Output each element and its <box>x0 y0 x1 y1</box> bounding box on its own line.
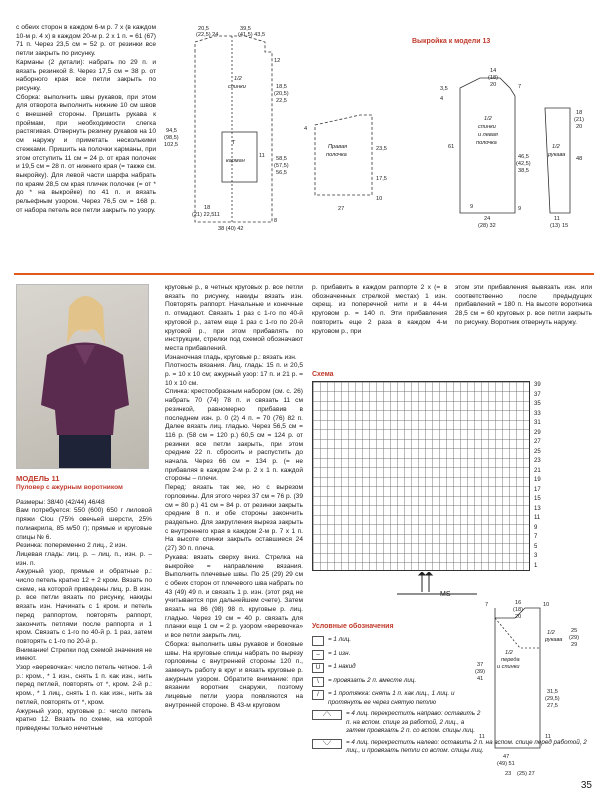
row-number: 1 <box>534 562 538 569</box>
back-schematic-diagram <box>160 22 300 237</box>
diagram-label: 48 <box>576 156 583 162</box>
diagram-label: 39,5 <box>240 26 251 32</box>
row-number: 35 <box>534 401 541 407</box>
diagram-label: 61 <box>448 144 455 150</box>
legend-text: = 1 протяжка: снять 1 п. как лиц., 1 лиц. и протянуть ее через снятую петлю <box>328 690 455 706</box>
diagram-label: (29,5) <box>545 696 560 702</box>
model-figure-icon <box>17 285 149 469</box>
legend-item <box>312 677 482 687</box>
diagram-label: 8 <box>274 218 278 224</box>
diagram-label: (42,5) <box>516 161 531 167</box>
paragraph: Спинка: крестообразным набором (см. с. 26) набрать 70 (74) 78 п. и связать 11 см резинкой, равномерно прибавив в последнем изн. р. 0 (2) 4 п. = 70 (76) 82 п. Далее вязать лиц. гладью. Через 56,5 см = 116 р. (58 см = 120 р.) 60,5 см = 124 р. от резинки все петли закрыть, при этом средние 22 п. сбросить и распустить до начала. Через 66 см = 134 р. (= не прибавляя в каждом 2-м р. 2 х 1 п. каждой стороны – плечи. <box>165 388 303 483</box>
legend-text: = провязать 2 п. вместе лиц. <box>328 676 417 684</box>
diagram-label: (41,5) 43,5 <box>238 32 266 38</box>
diagram-label: спинки <box>478 124 496 130</box>
diagram-label: (18) <box>488 75 498 81</box>
diagram-label: 102,5 <box>164 142 178 148</box>
diagram-label: (28) 32 <box>478 223 496 228</box>
legend-item <box>312 650 482 660</box>
paragraph: этом эти прибавления вывязать изн. или соответственно после предыдущих прибавлений = 180 п. На высоте воротника 28,5 см = 60 круговых р. все петли закрыть по рисунку. Воротник отвернуть наружу. <box>455 284 592 326</box>
diagram-label: (49) 51 <box>497 761 515 767</box>
diagram-label: (98,5) <box>164 135 179 141</box>
diagram-label: 27 <box>338 206 345 212</box>
diagram-label: 38,5 <box>518 168 529 174</box>
diagram-label: (25) 27 <box>517 771 535 777</box>
legend-text: = 1 накид <box>328 663 356 671</box>
diagram-label: 16 <box>515 600 522 606</box>
diagram-label: 20 <box>576 124 583 130</box>
diagram-label: 23 <box>505 771 512 777</box>
diagram-label: 7 <box>518 84 522 90</box>
legend-item <box>312 690 482 707</box>
diagram-label: (21) <box>574 117 584 123</box>
diagram-label: 20,5 <box>198 26 209 32</box>
diagram-label: (18) <box>513 607 523 613</box>
row-number: 29 <box>534 429 541 436</box>
diagram-label: 23,5 <box>376 146 387 152</box>
legend-item <box>312 663 482 673</box>
diagram-label: 9 <box>470 204 474 210</box>
diagram-label: 11 <box>259 153 265 159</box>
diagram-label: и спинки <box>497 664 520 670</box>
diagram-label: 29 <box>571 642 578 648</box>
diagram-label: 1/2 <box>484 116 492 122</box>
row-number: 5 <box>534 543 538 550</box>
diagram-label: 3,5 <box>440 86 448 92</box>
diagram-label: 10 <box>543 602 550 608</box>
diagram-label: 18 <box>204 205 211 211</box>
diagram-label: 11 <box>214 212 220 218</box>
diagram-label: 58,5 <box>276 156 287 162</box>
model-photo <box>16 284 149 469</box>
diagram-label: полочка <box>326 152 347 158</box>
paragraph: с обеих сторон в каждом 6-м р. 7 х (в каждом 10-м р. 4 х) в каждом 20-м р. 2 х 1 п. = 61 (67) 71 п. Через 23,5 см = 52 р. от резинки все петли закрыть по рисунку. <box>16 24 156 58</box>
legend-text: = 1 изн. <box>328 649 351 657</box>
legend-text: = 1 лиц. <box>328 636 352 644</box>
cable-left-icon: ⟍⟋ <box>312 739 342 749</box>
row-number: 7 <box>534 534 538 540</box>
right-text-column <box>455 284 592 328</box>
diagram-label: 18 <box>576 110 583 116</box>
front-schematic-diagram <box>300 100 400 240</box>
diagram-label: Правая <box>328 144 348 150</box>
diagram-label: 1/2 <box>234 76 242 82</box>
paragraph: Ажурный узор, круговые р.: число петель кратно 12. Вязать по схеме, на которой приведены только нечетные <box>16 707 152 732</box>
diagram-label: 41 <box>477 676 484 682</box>
second-text-column <box>312 284 447 336</box>
diagram-label: 22,5 <box>276 98 287 104</box>
diagram-label: 94,5 <box>166 128 177 134</box>
diagram-label: (13) <box>550 223 560 228</box>
diagram-label: спинки <box>228 84 246 90</box>
diagram-label: 11 <box>545 734 551 740</box>
diagram-label: (29) <box>569 635 579 641</box>
top-left-text-column <box>16 24 156 215</box>
paragraph: Лицевая гладь: лиц. р. – лиц. п., изн. р. – изн. п. <box>16 550 152 567</box>
diagram-label: переда <box>501 657 520 663</box>
paragraph: Плотность вязания. Лиц. гладь: 15 п. и 20,5 р. = 10 х 10 см; ажурный узор: 17 п. и 21 р. = 10 х 10 см. <box>165 362 303 387</box>
diagram-label: 14 <box>490 68 497 74</box>
scheme-title: Схема <box>312 371 334 378</box>
diagram-label: 1/2 <box>547 630 555 636</box>
paragraph: Карманы (2 детали): набрать по 29 п. и вязать резинкой 8. Через 17,5 см = 38 р. от наборного края все петли закрыть по рисунку. <box>16 58 156 92</box>
diagram-label: 31,5 <box>547 689 558 695</box>
diagram-label: 47 <box>503 754 510 760</box>
scheme-grid <box>312 381 530 571</box>
paragraph: Рукава: вязать сверху вниз. Стрелка на выкройке = направление вязания. Выполнить плечевые швы. По 25 (29) 29 см с обеих сторон от плечевого шва набрать по 43 (49) 49 п. и связать 1 р. изн. (этот ряд не учитывается при дальнейшем счете). Затем вязать на 86 (98) 98 п. круговые р. лиц. гладью. Через 19 см = 40 р. связать для планки еще 1 см = 2 р. узором «веревочка» и все петли закрыть лиц. <box>165 553 303 640</box>
diagram-label: 46,5 <box>518 154 529 160</box>
legend-text: = 4 лиц. перекрестить налево: оставить 2 п. на вспом. спице перед работой, 2 лиц., и провязать петли со вспом. спицы лиц. <box>346 738 587 755</box>
diagram-label: 27,5 <box>547 703 558 709</box>
paragraph: Сборка: выполнить швы рукавов и боковые швы. На круговые спицы набрать по вырезу горловины с внутренней стороны 120 п., замкнуть работу в круг и вязать круговые р. ажурным узором. Обратите внимание: при вязании воротник снаружи, поэтому лицевые петли узора появляются на внутренней стороне. В 43-м круговом <box>165 640 303 709</box>
pattern11-diagram <box>465 598 595 778</box>
model11-text-column <box>16 474 152 734</box>
model-title: МОДЕЛЬ 11 <box>16 474 60 483</box>
diagram-label: 15 <box>562 223 569 228</box>
paragraph: Размеры: 38/40 (42/44) 46/48 <box>16 498 105 506</box>
diagram-label: рукава <box>545 637 563 643</box>
diagram-label: 37 <box>477 662 484 668</box>
section-divider <box>14 273 594 275</box>
diagram-label: и левая <box>478 132 498 138</box>
diagram-label: 11 <box>554 216 560 222</box>
legend-item <box>312 710 482 735</box>
row-number: 3 <box>534 553 538 559</box>
cable-right-icon: ⟋⟍ <box>312 710 342 720</box>
row-number: 27 <box>534 439 541 445</box>
legend-text: = 4 лиц. перекрестить направо: оставить 2 п. на вспом. спице за работой, 2 лиц., а затем провязать 2 п. со вспом. спицы лиц. <box>346 710 481 734</box>
diagram-label: 20 <box>515 614 522 620</box>
diagram-label: 25 <box>571 628 578 634</box>
pattern13-title: Выкройка к модели 13 <box>412 38 491 45</box>
diagram-label: 12 <box>274 58 281 64</box>
paragraph: Внимание! Стрелки под схемой значения не имеют. <box>16 646 152 663</box>
paragraph: р. прибавить в каждом раппорте 2 х (= в обозначенных стрелкой местах) 1 изн. скрещ. из поперечной нити и в 44-м круговом р. = 140 п. Эти прибавления повторить еще 2 раза в каждом 4-м круговом р., при <box>312 284 447 335</box>
diagram-label: (22,5) 24 <box>196 32 219 38</box>
legend-item <box>312 636 482 646</box>
paragraph: Резинка: попеременно 2 лиц., 2 изн. <box>16 542 128 550</box>
diagram-label: 7 <box>485 602 489 608</box>
diagram-label: 17,5 <box>376 176 387 182</box>
purl-icon: – <box>312 650 324 660</box>
paragraph: Сборка: выполнить швы рукавов, при этом для отворота выполнить нижние 10 см швов с внешней стороны. Пришить рукава к проймам, при необходимости слегка растягивая. Отвернуть резинку рукавов на 10 см наружу и приметать несколькими стежками. Пришить на полочки карманы, при этом отступить 11 см = 24 р. от края полочек и 19,5 см = 28 п. от нижнего края (= также см. выкройку). Для левой части шарфа набрать по краям 28,5 см края пличек полочек (= от * до * на выкройке) по 41 п. и вязать рельефным узором. Через 76,5 см = 168 р. от набора петель все петли закрыть по узору. <box>16 93 156 214</box>
diagram-label: 11 <box>479 734 485 740</box>
row-number: 31 <box>534 420 541 426</box>
pattern13-diagram <box>410 48 595 228</box>
diagram-label: (39) <box>475 669 485 675</box>
row-number: 25 <box>534 448 541 455</box>
diagram-label: 4 <box>440 96 444 102</box>
diagram-label: (20,5) <box>274 91 289 97</box>
model-subtitle: Пуловер с ажурным воротником <box>16 484 123 492</box>
paragraph: Изнаночная гладь, круговые р.: вязать изн. <box>165 353 297 361</box>
row-number: 11 <box>534 515 541 521</box>
diagram-label: рукава <box>548 152 566 158</box>
row-number: 23 <box>534 458 541 464</box>
diagram-label: полочка <box>476 140 497 146</box>
diagram-label: 56,5 <box>276 170 287 176</box>
paragraph: Ажурный узор, прямые и обратные р.: число петель кратно 12 + 2 кром. Вязать по схеме, на которой приведены лиц. р. В изн. р. все петли вязать по рисунку, накиды вязать изн. Начинать с 1 кром. и петель перед раппортом, повторять раппорт, закончить петлями после раппорта и 1 кром. Связать с 1-го по 40-й р. 1 раз, затем повторять с 1-го по 20-й р. <box>16 568 152 645</box>
row-number: 19 <box>534 477 541 483</box>
repeat-label: MS <box>440 591 451 598</box>
row-number: 21 <box>534 467 541 474</box>
row-number: 15 <box>534 496 541 502</box>
legend-title: Условные обозначения <box>312 623 394 630</box>
page-number: 35 <box>580 779 592 791</box>
diagram-label: (21) 22,5 <box>192 212 215 218</box>
middle-text-column <box>165 284 303 710</box>
row-number: 33 <box>534 410 541 417</box>
diagram-label: 9 <box>518 206 522 212</box>
knit-icon <box>312 636 324 646</box>
diagram-label: 4 <box>304 126 308 132</box>
paragraph: Перед: вязать так же, но с вырезом горловины. Для этого через 37 см = 76 р. (39 см = 80 р.) 41 см = 84 р. от резинки закрыть средние 8 п. и обе стороны закончить раздельно. Для закругления выреза закрыть с внутреннего края в каждом 2-м р. 7 х 1 п. На высоте спинки закрыть оставшиеся 24 (27) 30 п. плеча. <box>165 484 303 553</box>
diagram-label: 18,5 <box>276 84 287 90</box>
scheme-row-numbers <box>534 381 554 571</box>
diagram-label: карман <box>226 158 245 164</box>
diagram-label: Т <box>232 140 236 146</box>
paragraph: круговые р., в четных круговых р. все петли вязать по рисунку, накиды вязать изн. Повторять раппорт. Начальные и конечные п. отмадают. Связать 1 раз с 1-го по 40-й круговой р., затем еще 1 раз с 1-го по 20-й круговой р., при этом прибавлять по инструкции, стрелки под схемой обозначают места прибавлений. <box>165 284 303 352</box>
row-number: 37 <box>534 391 541 398</box>
row-number: 9 <box>534 524 538 531</box>
diagram-label: 10 <box>376 196 383 202</box>
diagram-label: 1/2 <box>552 144 560 150</box>
skp-icon: / <box>312 690 324 700</box>
row-number: 39 <box>534 382 541 388</box>
paragraph: Узор «веревочка»: число петель четное. 1-й р.: кром., * 1 изн., снять 1 п. как изн., нить перед петлей, повторять от *, кром. 2-й р.: кром., * 1 лиц., снять 1 п. как изн., нить за петлей, повторять от *, кром. <box>16 664 152 706</box>
diagram-label: 1/2 <box>505 650 513 656</box>
diagram-label: 24 <box>484 216 491 222</box>
paragraph: Вам потребуется: 550 (600) 650 г лиловой пряжи Clou (75% овечьей шерсти, 25% полиакрила, 85 м/50 г); прямые и круговые спицы № 6. <box>16 507 152 541</box>
k2tog-icon: \ <box>312 677 324 687</box>
yarn-over-icon: U <box>312 663 324 673</box>
row-number: 13 <box>534 505 541 512</box>
diagram-label: 20 <box>490 82 497 88</box>
diagram-label: 38 (40) 42 <box>218 226 244 232</box>
row-number: 17 <box>534 486 541 493</box>
diagram-label: (57,5) <box>274 163 289 169</box>
